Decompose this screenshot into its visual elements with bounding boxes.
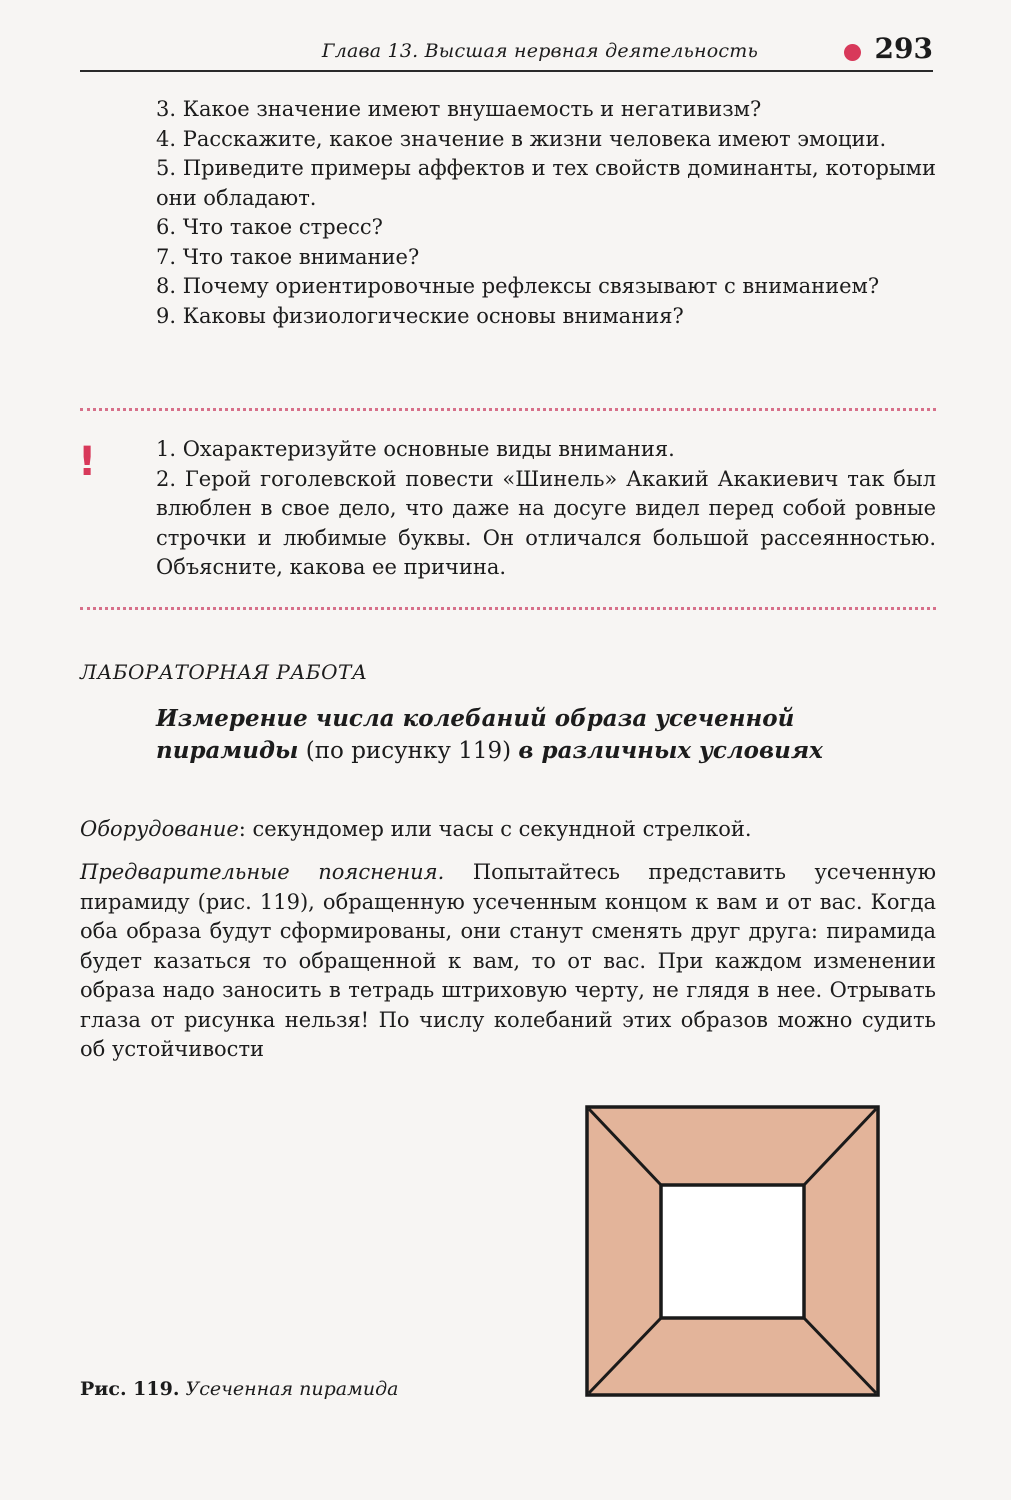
explanation-paragraph xyxy=(80,858,936,1065)
lab-work-title xyxy=(156,703,876,767)
lab-work-label: ЛАБОРАТОРНАЯ РАБОТА xyxy=(80,660,368,684)
equipment-text: : секундомер или часы с секундной стрелкой. xyxy=(238,817,752,841)
lab-title-part2: в различных условиях xyxy=(518,737,823,764)
task-item: 2. Герой гоголевской повести «Шинель» Акакий Акакиевич так был влюблен в свое дело, что даже на досуге видел перед собой ровные строчки и любимые буквы. Он отличался большой рассеянностью. Объясните, какова ее причина. xyxy=(156,466,936,579)
task-item: 1. Охарактеризуйте основные виды внимания. xyxy=(156,437,675,461)
figure-caption-number: Рис. 119. xyxy=(80,1378,180,1400)
figure-caption-text: Усеченная пирамида xyxy=(179,1378,399,1400)
lab-title-part1: Измерение числа колебаний образа усеченной пирамиды xyxy=(156,705,795,764)
review-questions xyxy=(156,95,936,331)
pyramid-drawing xyxy=(585,1105,880,1397)
question-item: 7. Что такое внимание? xyxy=(156,244,420,269)
page-number: 293 xyxy=(874,32,933,65)
explanation-text: Попытайтесь представить усеченную пирамиду (рис. 119), обращенную усеченным концом к вам и от вас. Когда оба образа будут сформированы, они станут сменять друг друга: пирамида будет казаться то обращенной к вам, то от вас. При каждом изменении образа надо заносить в тетрадь штриховую черту, не глядя в нее. Отрывать глаза от рисунка нельзя! По числу колебаний этих образов можно судить об устойчивости xyxy=(80,860,937,1061)
equipment-paragraph xyxy=(80,814,936,844)
page-marker-dot xyxy=(844,44,861,61)
question-item: 4. Расскажите, какое значение в жизни человека имеют эмоции. xyxy=(156,126,887,151)
explanation-lead: Предварительные пояснения. xyxy=(80,860,445,884)
question-item: 3. Какое значение имеют внушаемость и негативизм? xyxy=(156,97,762,121)
question-item: 5. Приведите примеры аффектов и тех свойств доминанты, которыми они обладают. xyxy=(156,156,936,210)
task-box xyxy=(80,408,936,610)
task-list xyxy=(156,435,936,583)
pyramid-inner-square xyxy=(661,1185,804,1318)
equipment-lead: Оборудование xyxy=(80,817,239,841)
figure-caption xyxy=(80,1378,398,1400)
chapter-title: Глава 13. Высшая нервная деятельность xyxy=(321,40,758,62)
running-head xyxy=(80,30,933,72)
question-item: 8. Почему ориентировочные рефлексы связывают с вниманием? xyxy=(156,274,880,298)
question-item: 9. Каковы физиологические основы внимания? xyxy=(156,303,684,328)
exclamation-icon: ! xyxy=(78,439,97,485)
truncated-pyramid-figure xyxy=(585,1105,880,1397)
question-item: 6. Что такое стресс? xyxy=(156,215,383,239)
lab-title-figure-ref: (по рисунку 119) xyxy=(298,738,519,764)
